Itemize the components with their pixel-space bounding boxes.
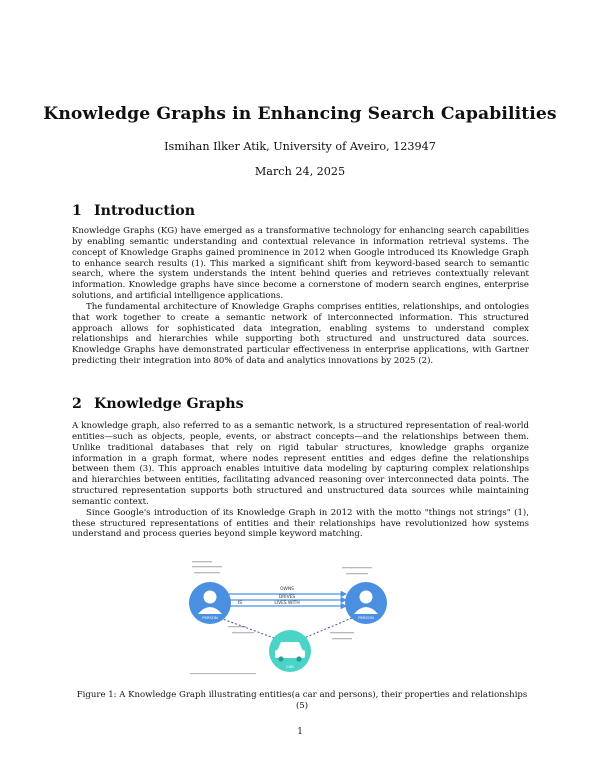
person-node-label: PERSON — [358, 615, 374, 620]
introduction-body — [72, 226, 529, 367]
edge-label-lives-with: LIVES WITH — [274, 601, 300, 606]
section-title: Introduction — [94, 203, 196, 219]
edge-label-drives: DRIVES — [278, 595, 296, 600]
car-node — [269, 630, 311, 672]
paragraph: A knowledge graph, also referred to as a semantic network, is a structured representation of real-world entities—such as objects, people, events, or abstract concepts—and the relationships between them. Unlike traditional databases that rely on rigid tabular structures, knowledge graphs organize information in a graph format, where nodes represent entities and edges define the relationships between them (3). This approach enables intuitive data modeling by capturing complex relationships and hierarchies between entities, facilitating advanced reasoning over interconnected data points. The structured representation supports both structured and unstructured data sources while maintaining semantic context. — [72, 421, 529, 507]
person-node-label: PERSON — [202, 615, 218, 620]
car-node-label: CAR — [286, 664, 294, 669]
person-node-right — [345, 582, 387, 624]
paragraph: Since Google's introduction of its Knowledge Graph in 2012 with the motto "things not strings" (1), these structured representations of entities and their relationships have revolutionized how systems understand and process queries beyond simple keyword matching. — [72, 507, 529, 540]
paragraph: Knowledge Graphs (KG) have emerged as a transformative technology for enhancing search capabilities by enabling semantic understanding and contextual relevance in information retrieval systems. The concept of Knowledge Graphs gained prominence in 2012 when Google introduced its Knowledge Graph to enhance search results (1). This marked a significant shift from keyword-based search to semantic search, where the system understands the intent behind queries and retrieves contextually relevant information. Knowledge graphs have since become a cornerstone of modern search engines, enterprise solutions, and artificial intelligence applications. — [72, 226, 529, 302]
section-title: Knowledge Graphs — [94, 396, 244, 412]
knowledge-graphs-body — [72, 421, 529, 540]
paper-title: Knowledge Graphs in Enhancing Search Capabilities — [43, 104, 557, 124]
knowledge-graph-diagram — [182, 556, 418, 684]
section-number: 2 — [72, 396, 82, 412]
page-number: 1 — [297, 727, 303, 737]
edge-label-is: IS — [237, 601, 243, 606]
section-heading-introduction — [72, 203, 532, 219]
person-node-left — [189, 582, 231, 624]
section-heading-knowledge-graphs — [72, 396, 532, 412]
figure-caption: Figure 1: A Knowledge Graph illustrating entities(a car and persons), their properties and relationships (5) — [76, 690, 528, 711]
knowledge-graph-figure — [182, 556, 418, 684]
section-number: 1 — [72, 203, 82, 219]
edge-label-owns: OWNS — [280, 587, 294, 592]
paper-author: Ismihan Ilker Atik, University of Aveiro, 123947 — [164, 140, 436, 153]
paper-date: March 24, 2025 — [254, 165, 346, 178]
paragraph: The fundamental architecture of Knowledge Graphs comprises entities, relationships, and ontologies that work together to create a semantic network of interconnected information. This structured approach allows for sophisticated data integration, enabling systems to understand complex relationships and hierarchies while supporting both structured and unstructured data sources. Knowledge Graphs have demonstrated particular effectiveness in enterprise applications, with Gartner predicting their integration into 80% of data and analytics innovations by 2025 (2). — [72, 301, 529, 367]
